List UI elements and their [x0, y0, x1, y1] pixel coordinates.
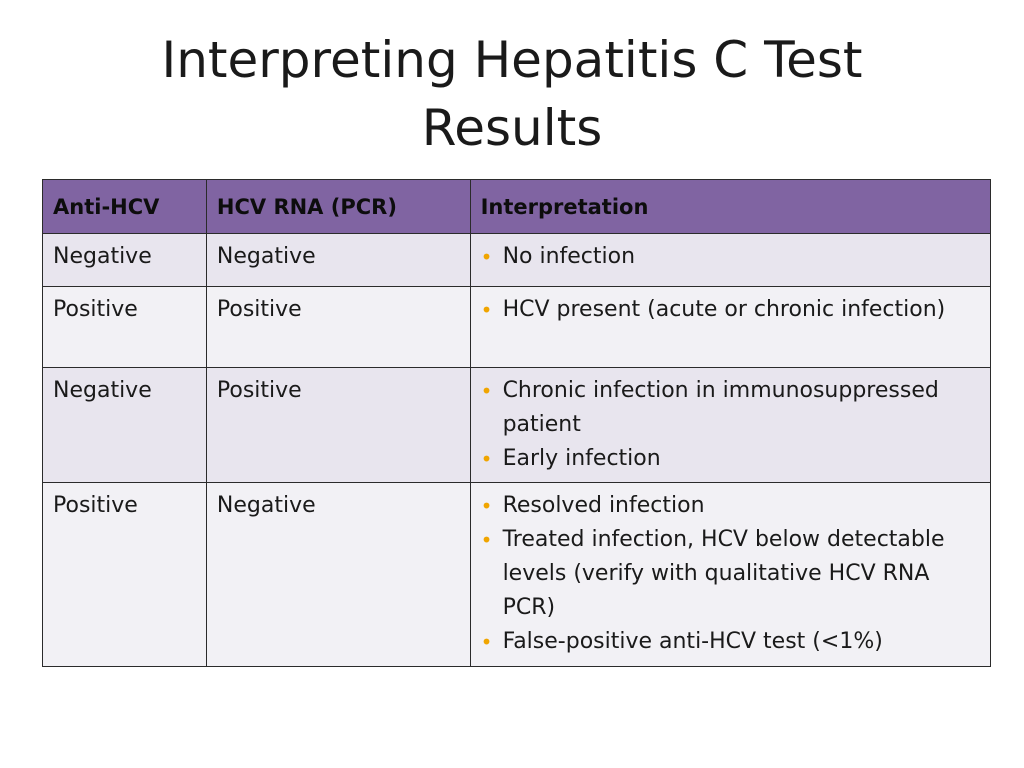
- interpretation-item: [481, 442, 980, 476]
- table-row: [43, 368, 991, 483]
- bullet-icon: •: [480, 494, 493, 518]
- bullet-icon: •: [480, 630, 493, 654]
- interpretation-cell: [470, 234, 990, 287]
- column-header-hcv-rna: HCV RNA (PCR): [206, 180, 470, 234]
- interpretation-item: [481, 293, 980, 327]
- interpretation-item: [481, 240, 980, 274]
- bullet-icon: •: [480, 298, 493, 322]
- hcv-rna-cell: Negative: [206, 234, 470, 287]
- slide-title-line-2: Results: [421, 99, 603, 157]
- anti-hcv-cell: Positive: [43, 287, 207, 368]
- bullet-icon: •: [480, 528, 493, 552]
- table-row: [43, 287, 991, 368]
- interpretation-cell: [470, 368, 990, 483]
- bullet-icon: •: [480, 245, 493, 269]
- hcv-rna-cell: Positive: [206, 287, 470, 368]
- interpretation-text: Treated infection, HCV below detectable levels (verify with qualitative HCV RNA PCR): [502, 527, 945, 620]
- table-row: [43, 234, 991, 287]
- interpretation-list: [481, 374, 980, 476]
- interpretation-text: Resolved infection: [502, 493, 705, 518]
- interpretation-cell: [470, 483, 990, 667]
- interpretation-text: No infection: [502, 244, 636, 269]
- slide-title: [0, 26, 1024, 162]
- interpretation-item: [481, 625, 980, 659]
- interpretation-list: [481, 293, 980, 327]
- interpretation-list: [481, 489, 980, 659]
- bullet-icon: •: [480, 379, 493, 403]
- column-header-anti-hcv: Anti-HCV: [43, 180, 207, 234]
- interpretation-item: [481, 374, 980, 442]
- interpretation-cell: [470, 287, 990, 368]
- anti-hcv-cell: Negative: [43, 368, 207, 483]
- bullet-icon: •: [480, 447, 493, 471]
- interpretation-text: Chronic infection in immunosuppressed patient: [502, 378, 939, 437]
- interpretation-list: [481, 240, 980, 274]
- table-header-row: [43, 180, 991, 234]
- hcv-rna-cell: Negative: [206, 483, 470, 667]
- anti-hcv-cell: Negative: [43, 234, 207, 287]
- interpretation-item: [481, 523, 980, 625]
- interpretation-text: Early infection: [502, 446, 661, 471]
- column-header-interpretation: Interpretation: [470, 180, 990, 234]
- table-row: [43, 483, 991, 667]
- interpretation-text: False-positive anti-HCV test (<1%): [502, 629, 883, 654]
- hcv-rna-cell: Positive: [206, 368, 470, 483]
- hcv-results-table: [42, 179, 991, 667]
- interpretation-text: HCV present (acute or chronic infection): [502, 297, 946, 322]
- interpretation-item: [481, 489, 980, 523]
- slide-title-line-1: Interpreting Hepatitis C Test: [161, 31, 863, 89]
- anti-hcv-cell: Positive: [43, 483, 207, 667]
